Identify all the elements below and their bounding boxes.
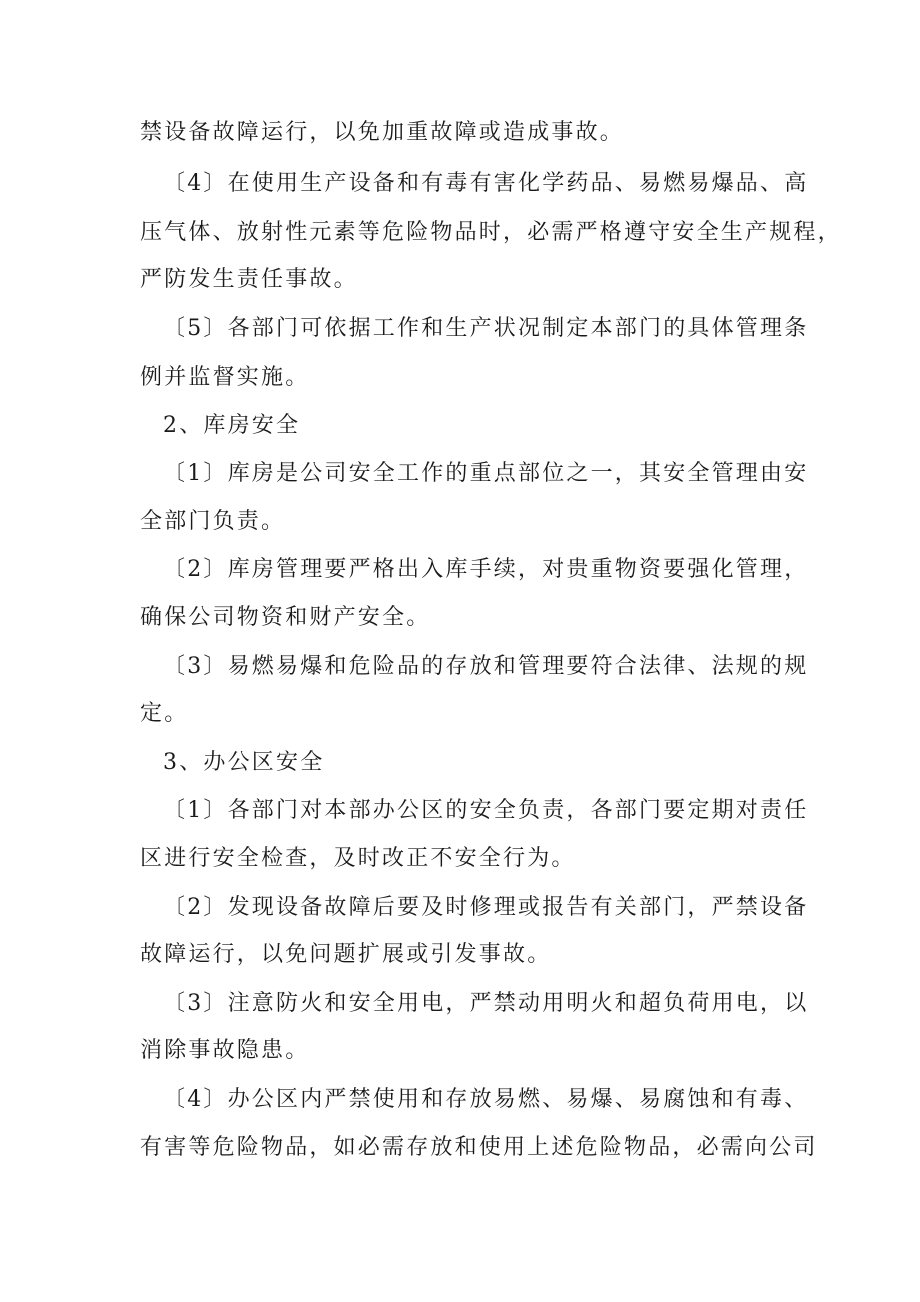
paragraph-line: 〔2〕发现设备故障后要及时修理或报告有关部门，严禁设备	[163, 895, 809, 920]
paragraph-line: 禁设备故障运行，以免加重故障或造成事故。	[140, 120, 625, 145]
paragraph-line: 故障运行，以免问题扩展或引发事故。	[140, 942, 552, 967]
paragraph-line: 〔2〕库房管理要严格出入库手续，对贵重物资要强化管理，	[163, 557, 809, 582]
paragraph-line: 〔4〕办公区内严禁使用和存放易燃、易爆、易腐蚀和有毒、	[163, 1087, 809, 1112]
paragraph-line: 有害等危险物品，如必需存放和使用上述危险物品，必需向公司	[140, 1135, 818, 1160]
paragraph-line: 〔1〕各部门对本部办公区的安全负责，各部门要定期对责任	[163, 798, 809, 823]
paragraph-line: 〔3〕注意防火和安全用电，严禁动用明火和超负荷用电，以	[163, 991, 809, 1016]
section-heading: 2、库房安全	[163, 413, 301, 438]
paragraph-line: 区进行安全检查，及时改正不安全行为。	[140, 846, 576, 871]
paragraph-line: 全部门负责。	[140, 509, 286, 534]
paragraph-line: 定。	[140, 701, 189, 726]
paragraph-line: 〔4〕在使用生产设备和有毒有害化学药品、易燃易爆品、高	[163, 171, 809, 196]
paragraph-line: 确保公司物资和财产安全。	[140, 605, 431, 630]
section-heading: 3、办公区安全	[163, 750, 325, 775]
paragraph-line: 压气体、放射性元素等危险物品时，必需严格遵守安全生产规程，	[140, 220, 842, 245]
paragraph-line: 〔5〕各部门可依据工作和生产状况制定本部门的具体管理条	[163, 316, 809, 341]
paragraph-line: 严防发生责任事故。	[140, 267, 358, 292]
paragraph-line: 例并监督实施。	[140, 365, 310, 390]
paragraph-line: 消除事故隐患。	[140, 1038, 310, 1063]
paragraph-line: 〔1〕库房是公司安全工作的重点部位之一，其安全管理由安	[163, 461, 809, 486]
paragraph-line: 〔3〕易燃易爆和危险品的存放和管理要符合法律、法规的规	[163, 654, 809, 679]
